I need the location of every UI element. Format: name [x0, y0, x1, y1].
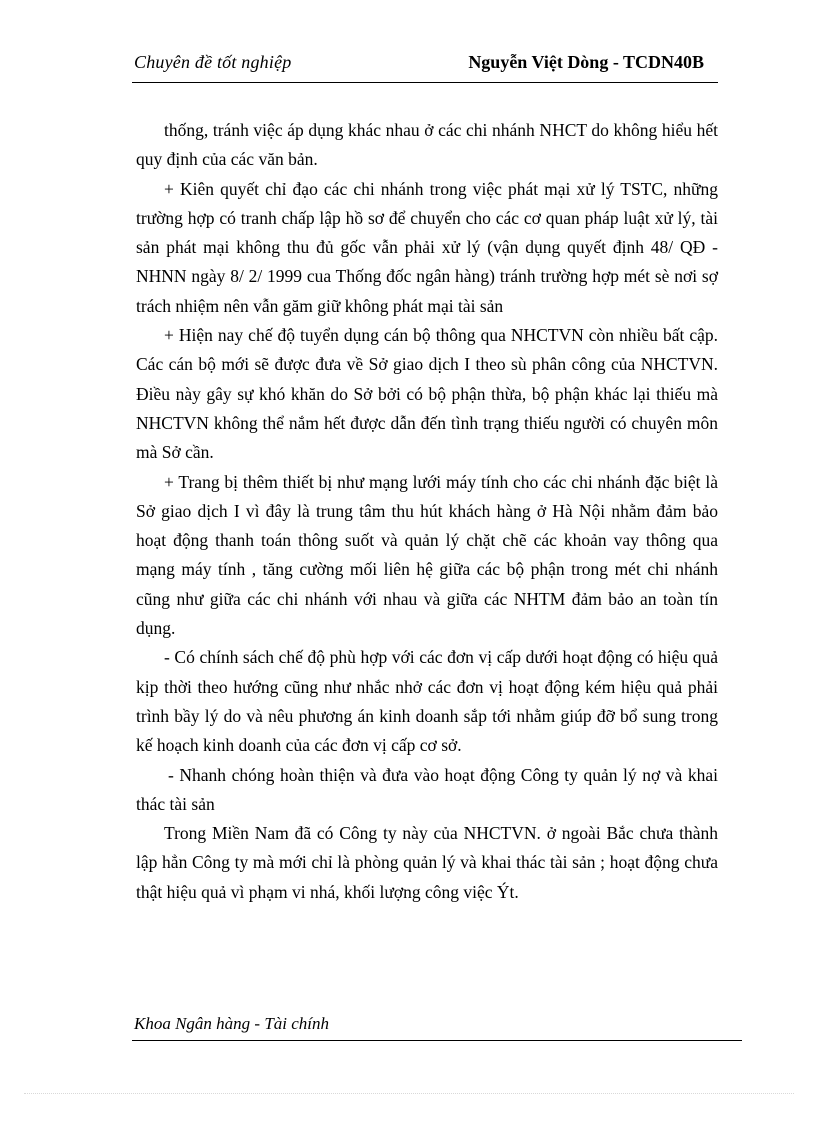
- header-document-title: Chuyên đề tốt nghiệp: [134, 52, 292, 72]
- paragraph: thống, tránh việc áp dụng khác nhau ở các chi nhánh NHCT do không hiểu hết quy định của các văn bản.: [136, 120, 718, 170]
- paragraph: + Trang bị thêm thiết bị như mạng lưới máy tính cho các chi nhánh đặc biệt là Sở giao dịch I vì đây là trung tâm thu hút khách hàng ở Hà Nội nhằm đảm bảo hoạt động thanh toán thông suốt và quản lý chặt chẽ các khoản vay thông qua mạng máy tính , tăng cường mối liên hệ giữa các bộ phận trong mét chi nhánh cũng như giữa các chi nhánh với nhau và giữa các NHTM đảm bảo an toàn tín dụng.: [136, 471, 718, 639]
- footer-faculty: Khoa Ngân hàng - Tài chính: [134, 1014, 330, 1033]
- paragraph: - Nhanh chóng hoàn thiện và đưa vào hoạt động Công ty quản lý nợ và khai thác tài sản: [136, 764, 718, 814]
- paragraph: - Có chính sách chế độ phù hợp với các đơn vị cấp dưới hoạt động có hiệu quả kịp thời theo hướng cũng như nhắc nhở các đơn vị hoạt động kém hiệu quả phải trình bầy lý do và nêu phương án kinh doanh sắp tới nhằm giúp đỡ bổ sung trong kế hoạch kinh doanh của các đơn vị cấp cơ sở.: [136, 647, 718, 756]
- page-footer: [132, 1014, 742, 1041]
- paragraph: + Kiên quyết chỉ đạo các chi nhánh trong việc phát mại xử lý TSTC, những trường hợp có tranh chấp lập hồ sơ để chuyển cho các cơ quan pháp luật xử lý, tài sản phát mại không thu đủ gốc vẫn phải xử lý (vận dụng quyết định 48/ QĐ - NHNN ngày 8/ 2/ 1999 cua Thống đốc ngân hàng) tránh trường hợp mét sè nơi sợ trách nhiệm nên vẫn găm giữ không phát mại tài sản: [136, 178, 718, 316]
- header-author: Nguyễn Việt Dòng - TCDN40B: [468, 52, 704, 72]
- document-body: [136, 116, 718, 907]
- page-header: [132, 50, 718, 83]
- paragraph: Trong Miền Nam đã có Công ty này của NHCTVN. ở ngoài Bắc chưa thành lập hẳn Công ty mà mới chỉ là phòng quản lý và khai thác tài sản ; hoạt động chưa thật hiệu quả vì phạm vi nhá, khối lượng công việc Ýt.: [136, 823, 718, 902]
- page-bottom-edge: [24, 1093, 794, 1094]
- paragraph: + Hiện nay chế độ tuyển dụng cán bộ thông qua NHCTVN còn nhiều bất cập. Các cán bộ mới sẽ được đưa về Sở giao dịch I theo sù phân công của NHCTVN. Điều này gây sự khó khăn do Sở bởi có bộ phận thừa, bộ phận khác lại thiếu mà NHCTVN không thể nắm hết được dẫn đến tình trạng thiếu người có chuyên môn mà Sở cần.: [136, 325, 718, 463]
